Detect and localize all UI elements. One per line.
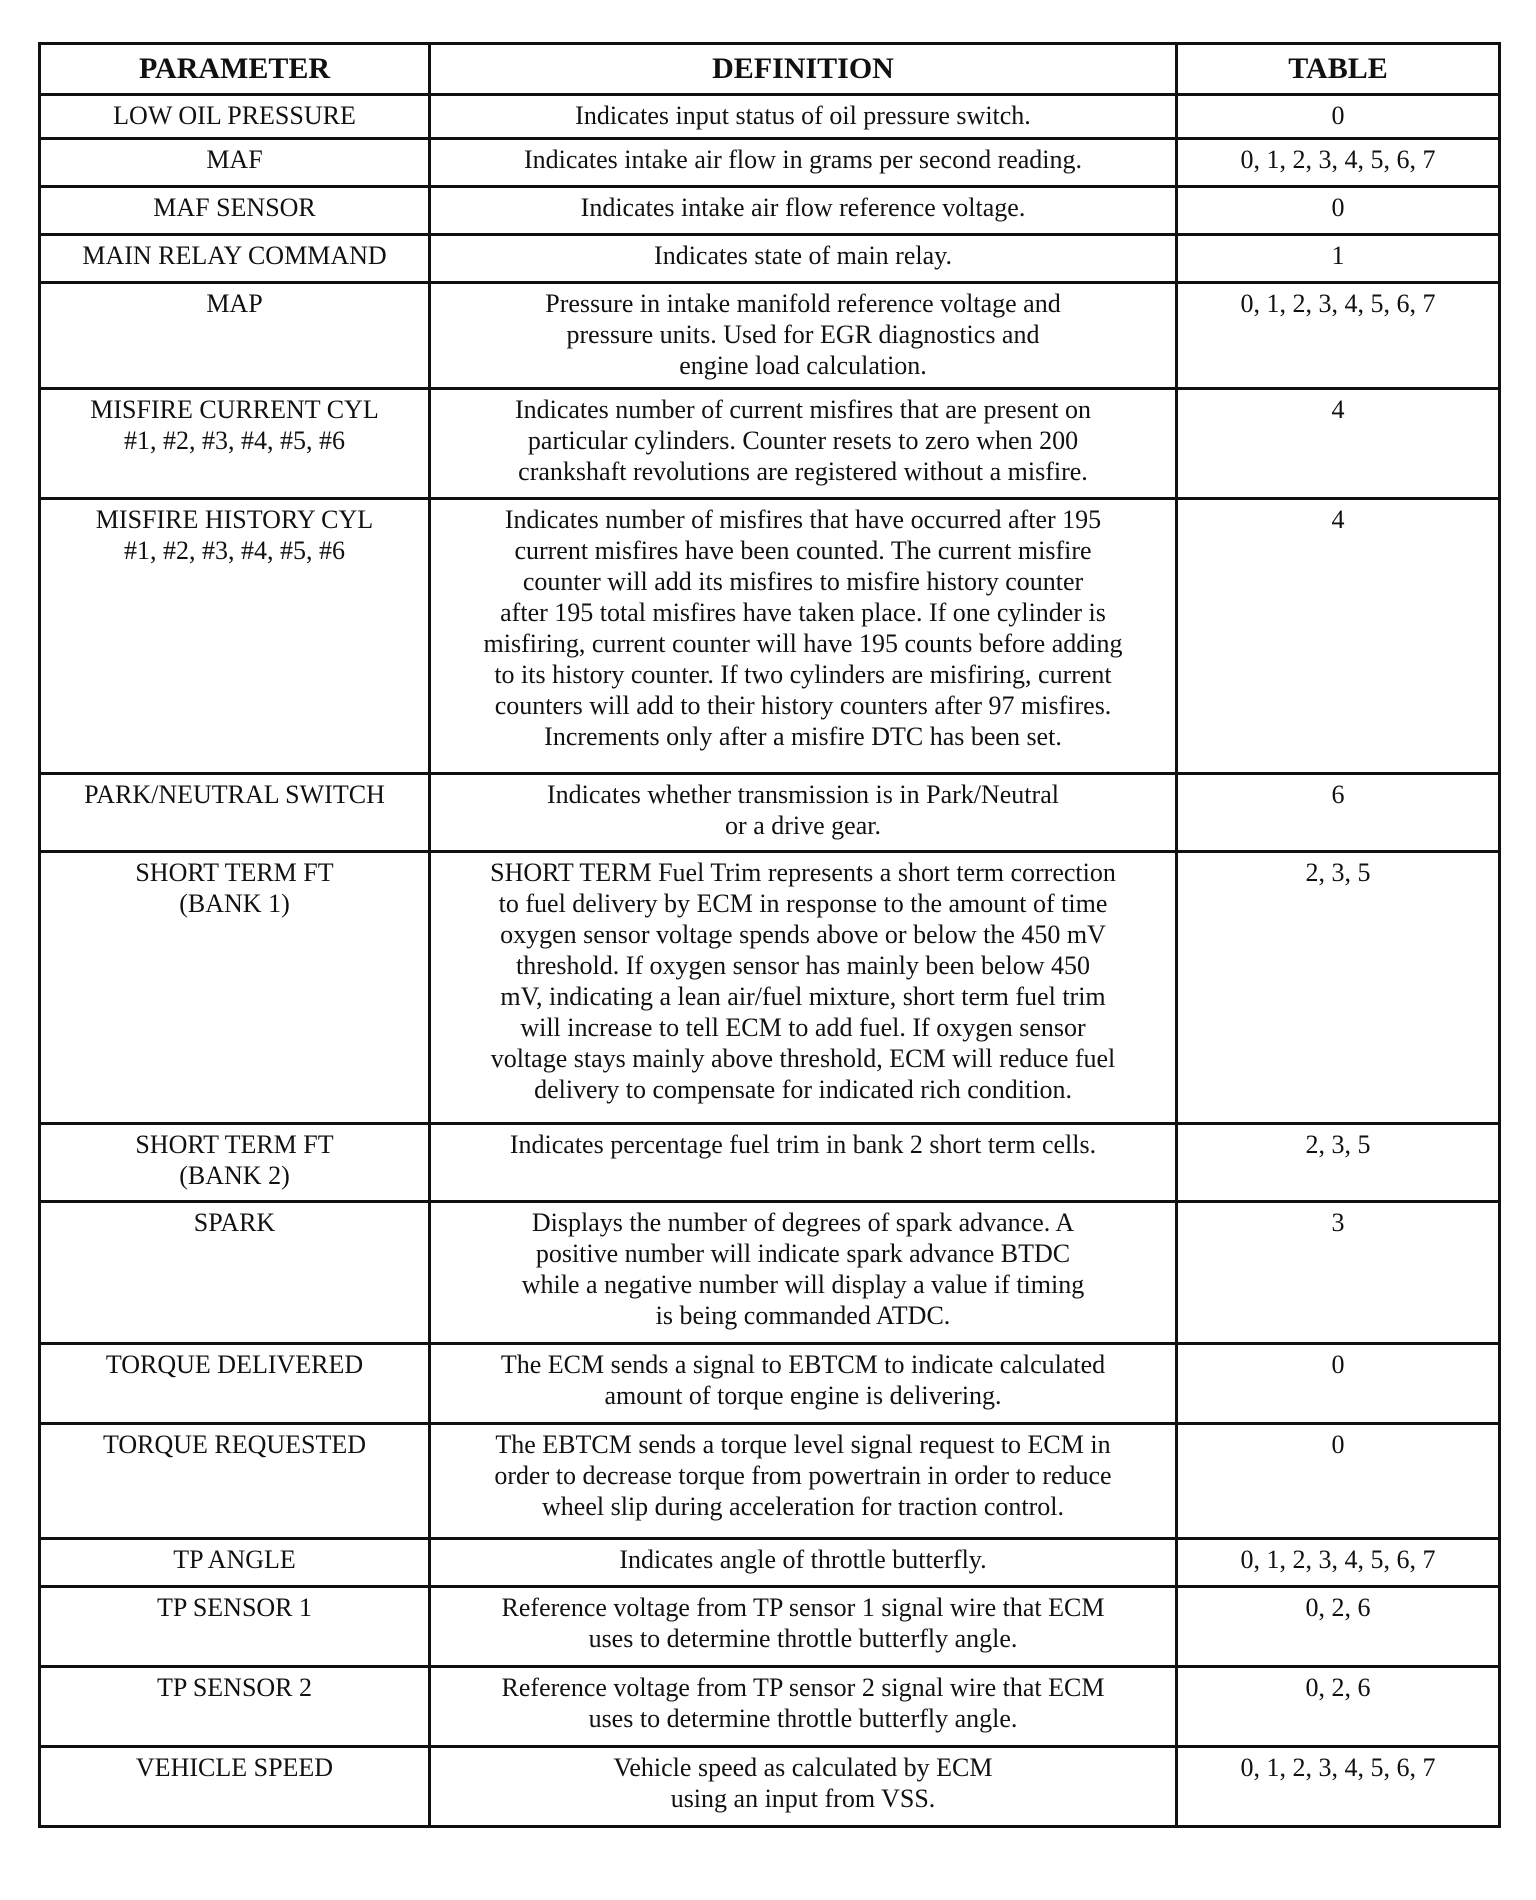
table-ref-cell — [1177, 852, 1500, 1124]
table-ref-text: 0 — [1331, 1350, 1345, 1379]
table-ref-text: 0 — [1331, 193, 1345, 222]
definition-cell — [430, 1424, 1177, 1539]
definition-cell — [430, 1747, 1177, 1827]
parameter-table — [38, 42, 1501, 1828]
parameter-text: SHORT TERM FT (BANK 2) — [135, 1130, 334, 1190]
definition-cell — [430, 1202, 1177, 1344]
definition-cell — [430, 499, 1177, 774]
parameter-text: TP ANGLE — [173, 1545, 296, 1574]
table-ref-text: 3 — [1331, 1208, 1345, 1237]
parameter-cell — [40, 1747, 430, 1827]
definition-cell — [430, 389, 1177, 499]
table-row — [40, 774, 1500, 852]
table-row — [40, 1747, 1500, 1827]
parameter-text: TORQUE DELIVERED — [105, 1350, 364, 1379]
parameter-cell — [40, 1587, 430, 1667]
parameter-cell — [40, 499, 430, 774]
parameter-text: LOW OIL PRESSURE — [113, 101, 356, 130]
definition-text: Reference voltage from TP sensor 2 signal wire that ECM uses to determine throttle butterfly angle. — [501, 1673, 1105, 1733]
table-ref-text: 2, 3, 5 — [1305, 858, 1371, 887]
definition-text: Pressure in intake manifold reference voltage and pressure units. Used for EGR diagnostics and engine load calculation. — [545, 289, 1061, 380]
parameter-text: TP SENSOR 1 — [156, 1593, 313, 1622]
table-ref-cell — [1177, 187, 1500, 235]
parameter-cell — [40, 95, 430, 139]
parameter-cell — [40, 1424, 430, 1539]
definition-cell — [430, 139, 1177, 187]
table-ref-text: 0, 2, 6 — [1305, 1593, 1371, 1622]
table-ref-cell — [1177, 235, 1500, 283]
parameter-text: VEHICLE SPEED — [135, 1753, 334, 1782]
table-row — [40, 1424, 1500, 1539]
table-ref-cell — [1177, 1667, 1500, 1747]
definition-text: Indicates whether transmission is in Park/Neutral or a drive gear. — [547, 780, 1059, 840]
table-ref-text: 0, 1, 2, 3, 4, 5, 6, 7 — [1240, 145, 1436, 174]
header-parameter: PARAMETER — [40, 44, 430, 95]
table-ref-text: 0, 1, 2, 3, 4, 5, 6, 7 — [1240, 289, 1436, 318]
definition-cell — [430, 1667, 1177, 1747]
definition-text: Reference voltage from TP sensor 1 signal wire that ECM uses to determine throttle butterfly angle. — [501, 1593, 1105, 1653]
table-body — [40, 95, 1500, 1827]
table-header — [40, 44, 1500, 95]
header-table: TABLE — [1177, 44, 1500, 95]
definition-text: Indicates percentage fuel trim in bank 2 short term cells. — [509, 1130, 1097, 1159]
definition-cell — [430, 1539, 1177, 1587]
table-ref-text: 6 — [1331, 780, 1345, 809]
parameter-cell — [40, 283, 430, 389]
table-ref-text: 4 — [1331, 505, 1345, 534]
parameter-cell — [40, 1539, 430, 1587]
table-row — [40, 1344, 1500, 1424]
table-ref-cell — [1177, 389, 1500, 499]
definition-text: Indicates number of misfires that have occurred after 195 current misfires have been counted. The current misfire counter will add its misfires to misfire history counter after 195 total misfires have taken place. If one cylinder is misfiring, current counter will have 195 counts before adding to its history counter. If two cylinders are misfiring, current counters will add to their history counters after 97 misfires. Increments only after a misfire DTC has been set. — [483, 505, 1123, 751]
table-row — [40, 852, 1500, 1124]
parameter-text: TP SENSOR 2 — [156, 1673, 313, 1702]
parameter-cell — [40, 852, 430, 1124]
definition-text: Indicates state of main relay. — [654, 241, 952, 270]
table-row — [40, 1667, 1500, 1747]
header-definition: DEFINITION — [430, 44, 1177, 95]
definition-cell — [430, 283, 1177, 389]
table-ref-cell — [1177, 1202, 1500, 1344]
table-ref-text: 2, 3, 5 — [1305, 1130, 1371, 1159]
table-row — [40, 1202, 1500, 1344]
definition-text: Indicates angle of throttle butterfly. — [619, 1545, 987, 1574]
table-ref-cell — [1177, 1124, 1500, 1202]
parameter-cell — [40, 774, 430, 852]
table-ref-cell — [1177, 1747, 1500, 1827]
parameter-text: MISFIRE CURRENT CYL #1, #2, #3, #4, #5, #6 — [90, 395, 379, 455]
table-row — [40, 1124, 1500, 1202]
definition-text: Indicates input status of oil pressure switch. — [575, 101, 1031, 130]
table-ref-cell — [1177, 1539, 1500, 1587]
definition-text: Vehicle speed as calculated by ECM using an input from VSS. — [613, 1753, 993, 1813]
definition-cell — [430, 774, 1177, 852]
table-row — [40, 389, 1500, 499]
definition-cell — [430, 235, 1177, 283]
definition-cell — [430, 1124, 1177, 1202]
definition-text: The EBTCM sends a torque level signal request to ECM in order to decrease torque from powertrain in order to reduce wheel slip during acceleration for traction control. — [494, 1430, 1112, 1521]
table-ref-text: 1 — [1331, 241, 1345, 270]
parameter-cell — [40, 187, 430, 235]
table-row — [40, 139, 1500, 187]
parameter-cell — [40, 1202, 430, 1344]
definition-text: Indicates number of current misfires that are present on particular cylinders. Counter resets to zero when 200 crankshaft revolutions are registered without a misfire. — [514, 395, 1092, 486]
table-ref-cell — [1177, 283, 1500, 389]
table-ref-text: 0, 1, 2, 3, 4, 5, 6, 7 — [1240, 1753, 1436, 1782]
table-row — [40, 1539, 1500, 1587]
definition-cell — [430, 1587, 1177, 1667]
definition-text: SHORT TERM Fuel Trim represents a short term correction to fuel delivery by ECM in response to the amount of time oxygen sensor voltage spends above or below the 450 mV threshold. If oxygen sensor has mainly been below 450 mV, indicating a lean air/fuel mixture, short term fuel trim will increase to tell ECM to add fuel. If oxygen sensor voltage stays mainly above threshold, ECM will reduce fuel delivery to compensate for indicated rich condition. — [490, 858, 1116, 1104]
parameter-text: PARK/NEUTRAL SWITCH — [84, 780, 385, 809]
definition-cell — [430, 187, 1177, 235]
parameter-text: SHORT TERM FT (BANK 1) — [135, 858, 334, 918]
parameter-cell — [40, 235, 430, 283]
parameter-text: SPARK — [193, 1208, 276, 1237]
table-ref-text: 4 — [1331, 395, 1345, 424]
table-ref-cell — [1177, 1424, 1500, 1539]
definition-cell — [430, 95, 1177, 139]
parameter-cell — [40, 139, 430, 187]
table-ref-cell — [1177, 1344, 1500, 1424]
definition-text: The ECM sends a signal to EBTCM to indicate calculated amount of torque engine is delivering. — [500, 1350, 1106, 1410]
definition-cell — [430, 1344, 1177, 1424]
parameter-cell — [40, 389, 430, 499]
table-ref-text: 0, 2, 6 — [1305, 1673, 1371, 1702]
table-ref-cell — [1177, 1587, 1500, 1667]
table-ref-cell — [1177, 499, 1500, 774]
definition-text: Indicates intake air flow in grams per second reading. — [523, 145, 1083, 174]
table-ref-cell — [1177, 95, 1500, 139]
table-row — [40, 95, 1500, 139]
parameter-text: MAF SENSOR — [153, 193, 316, 222]
parameter-cell — [40, 1667, 430, 1747]
parameter-cell — [40, 1124, 430, 1202]
parameter-text: MAF — [206, 145, 263, 174]
parameter-text: MAP — [206, 289, 263, 318]
table-row — [40, 1587, 1500, 1667]
table-ref-text: 0 — [1331, 1430, 1345, 1459]
table-ref-cell — [1177, 774, 1500, 852]
header-row — [40, 44, 1500, 95]
table-ref-cell — [1177, 139, 1500, 187]
table-row — [40, 187, 1500, 235]
table-row — [40, 283, 1500, 389]
definition-text: Displays the number of degrees of spark advance. A positive number will indicate spark advance BTDC while a negative number will display a value if timing is being commanded ATDC. — [521, 1208, 1085, 1330]
parameter-text: MISFIRE HISTORY CYL #1, #2, #3, #4, #5, #6 — [95, 505, 374, 565]
table-row — [40, 235, 1500, 283]
parameter-cell — [40, 1344, 430, 1424]
definition-cell — [430, 852, 1177, 1124]
definition-text: Indicates intake air flow reference voltage. — [580, 193, 1026, 222]
table-ref-text: 0 — [1331, 101, 1345, 130]
table-ref-text: 0, 1, 2, 3, 4, 5, 6, 7 — [1240, 1545, 1436, 1574]
parameter-text: TORQUE REQUESTED — [102, 1430, 367, 1459]
table-row — [40, 499, 1500, 774]
parameter-text: MAIN RELAY COMMAND — [82, 241, 387, 270]
